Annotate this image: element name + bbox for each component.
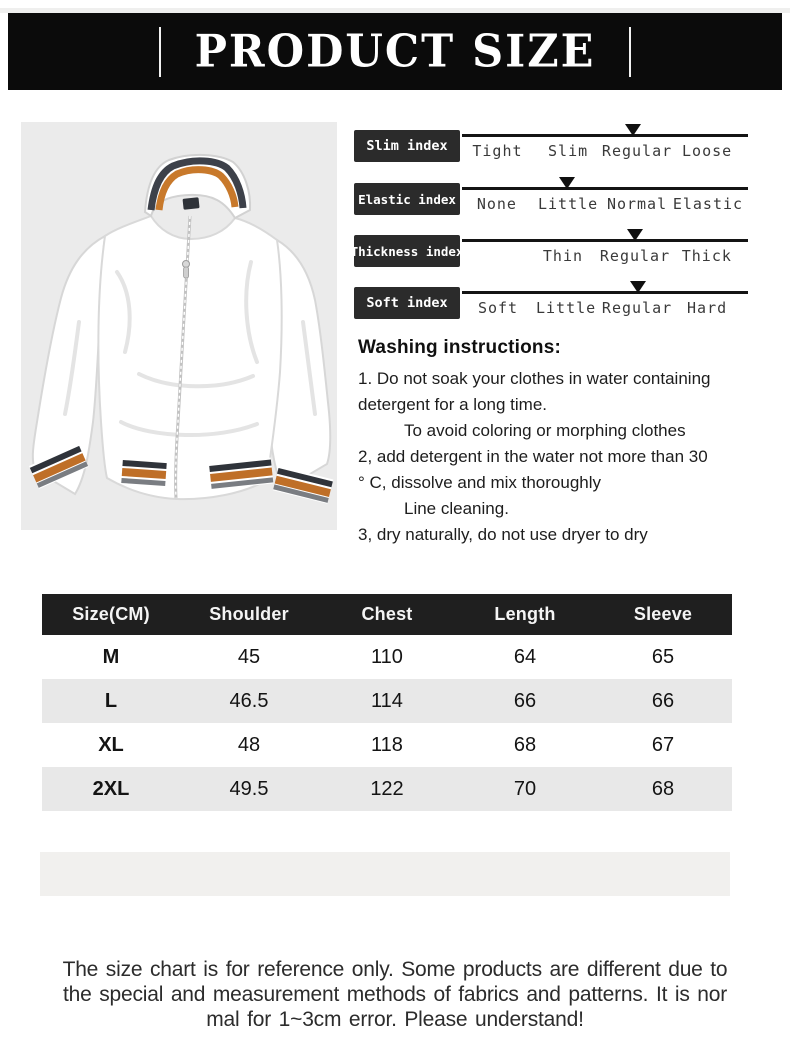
value-cell: 45: [237, 645, 261, 668]
index-row-soft: [354, 287, 750, 327]
washing-line: 3, dry naturally, do not use dryer to dry: [358, 525, 648, 544]
header-left-divider: [159, 27, 161, 77]
size-cell: XL: [98, 733, 124, 756]
scale-option: Thick: [681, 247, 732, 265]
value-cell: 46.5: [229, 689, 269, 712]
page-title: PRODUCT SIZE: [194, 25, 596, 78]
index-row-elastic: [354, 183, 750, 223]
scale-option: Soft: [477, 299, 519, 317]
scale-option: Little: [538, 195, 599, 213]
scale-option: Regular: [601, 299, 673, 317]
value-cell: 114: [371, 689, 403, 712]
index-label: Soft index: [354, 287, 460, 319]
size-cell: L: [104, 689, 118, 712]
scale-option: Slim: [548, 142, 589, 160]
value-cell: 66: [651, 689, 675, 712]
size-table: [42, 594, 732, 811]
washing-line: 1. Do not soak your clothes in water containing: [358, 369, 711, 388]
scale-line: [462, 134, 748, 137]
size-cell: M: [102, 645, 120, 668]
empty-spacer-row: [40, 852, 730, 896]
disclaimer-line: mal for 1~3cm error. Please understand!: [206, 1008, 584, 1031]
scale-option: Little: [536, 299, 597, 317]
washing-line: Line cleaning.: [404, 499, 509, 518]
value-cell: 49.5: [229, 777, 269, 800]
value-cell: 70: [513, 777, 537, 800]
index-label: Elastic index: [354, 183, 460, 215]
slim-scale: [462, 130, 748, 170]
table-row: [42, 723, 732, 767]
value-cell: 65: [651, 645, 675, 668]
table-header-row: [42, 594, 732, 635]
value-cell: 68: [651, 777, 675, 800]
value-cell: 122: [370, 777, 404, 800]
disclaimer-line: the special and measurement methods of fabrics and patterns. It is nor: [62, 983, 727, 1006]
column-header: Size(CM): [42, 594, 180, 635]
index-label: Thickness index: [354, 235, 460, 267]
scale-option: Normal: [606, 195, 668, 213]
value-cell: 110: [371, 645, 403, 668]
scale-option: None: [476, 195, 517, 213]
elastic-scale: [462, 183, 748, 223]
washing-line: detergent for a long time.: [358, 395, 548, 414]
scale-line: [462, 187, 748, 190]
washing-title: Washing instructions:: [358, 337, 561, 358]
scale-option: Thin: [542, 247, 584, 265]
product-photo: [21, 122, 337, 530]
arrow-down-marker-icon: [630, 281, 646, 293]
scale-option: Hard: [687, 299, 728, 317]
soft-scale: [462, 287, 748, 327]
table-row: [42, 767, 732, 811]
scale-option: Tight: [472, 142, 523, 160]
column-header: Length: [456, 594, 594, 635]
washing-line: To avoid coloring or morphing clothes: [404, 421, 686, 440]
washing-line: ° C, dissolve and mix thoroughly: [358, 473, 602, 492]
washing-line: 2, add detergent in the water not more than 30: [358, 447, 708, 466]
thickness-scale: [462, 235, 748, 275]
washing-instructions: [358, 337, 782, 548]
jacket-illustration: [21, 122, 337, 530]
index-row-slim: [354, 130, 750, 170]
column-header: Chest: [318, 594, 456, 635]
scale-line: [462, 291, 748, 294]
value-cell: 67: [651, 733, 675, 756]
value-cell: 48: [237, 733, 261, 756]
arrow-down-marker-icon: [559, 177, 575, 189]
scale-option: Regular: [599, 247, 671, 265]
table-row: [42, 679, 732, 723]
index-scales: [350, 0, 750, 330]
scale-option: Regular: [601, 142, 673, 160]
disclaimer: [0, 957, 790, 1032]
index-label: Slim index: [354, 130, 460, 162]
table-row: [42, 635, 732, 679]
size-cell: 2XL: [92, 777, 130, 800]
index-row-thickness: [350, 235, 750, 275]
scale-option: Elastic: [672, 195, 744, 213]
value-cell: 66: [513, 689, 537, 712]
arrow-down-marker-icon: [627, 229, 643, 241]
value-cell: 68: [513, 733, 537, 756]
column-header: Shoulder: [180, 594, 318, 635]
value-cell: 118: [371, 733, 403, 756]
arrow-down-marker-icon: [625, 124, 641, 136]
column-header: Sleeve: [594, 594, 732, 635]
disclaimer-line: The size chart is for reference only. Some products are different due to: [62, 958, 728, 981]
scale-line: [462, 239, 748, 242]
scale-option: Loose: [682, 142, 733, 160]
value-cell: 64: [513, 645, 537, 668]
